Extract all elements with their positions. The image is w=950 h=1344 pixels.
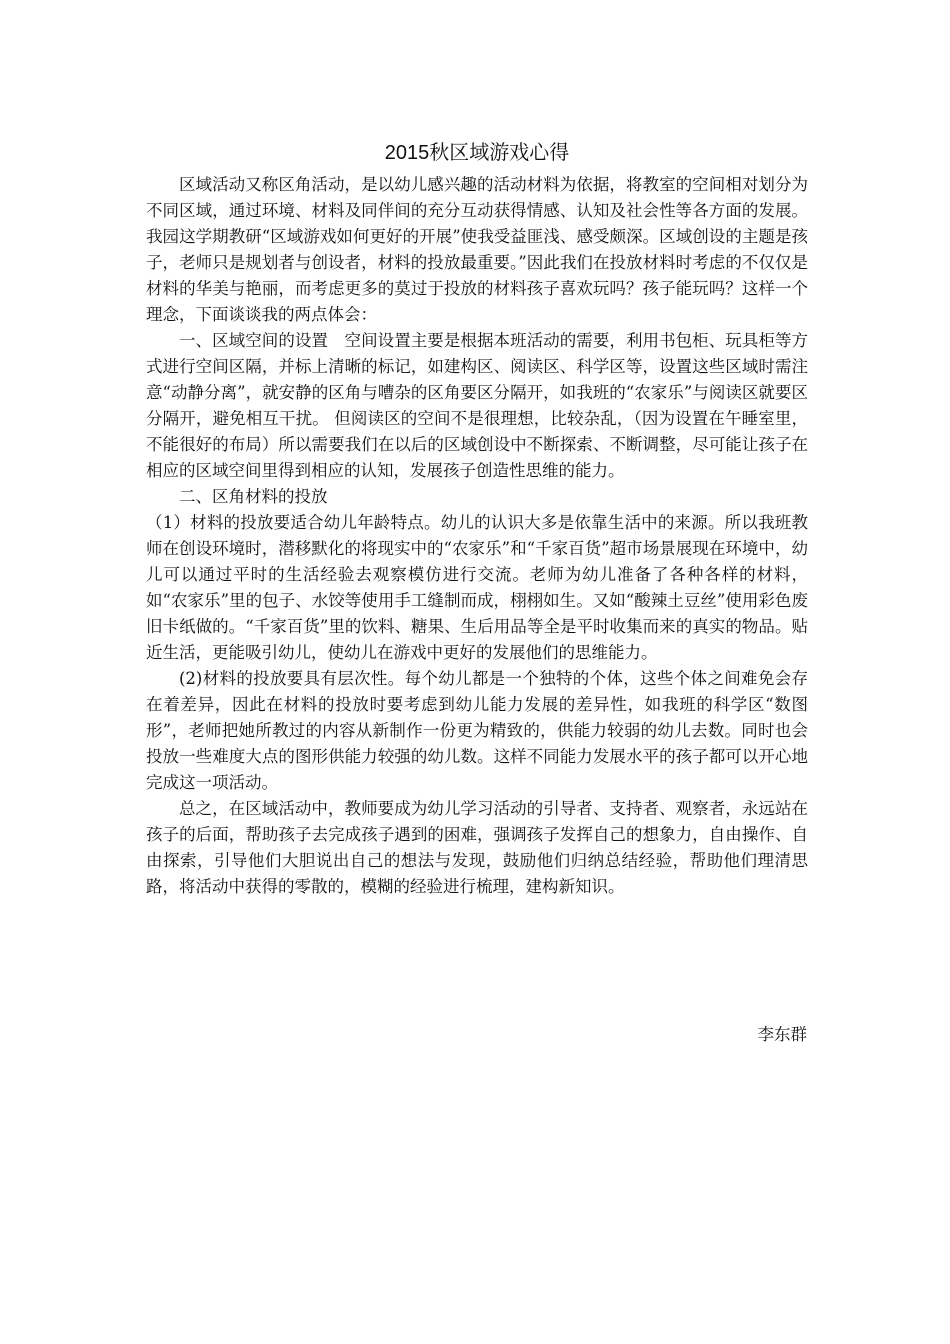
document-body [146, 138, 808, 900]
conclusion-paragraph: 总之，在区域活动中，教师要成为幼儿学习活动的引导者、支持者、观察者，永远站在孩子的后面，帮助孩子去完成孩子遇到的困难，强调孩子发挥自己的想象力，自由操作、自由探索，引导他们大胆说出自己的想法与发现，鼓励他们归纳总结经验，帮助他们理清思路，将活动中获得的零散的，模糊的经验进行梳理，建构新知识。 [146, 799, 808, 896]
intro-paragraph: 区域活动又称区角活动，是以幼儿感兴趣的活动材料为依据，将教室的空间相对划分为不同区域，通过环境、材料及同伴间的充分互动获得情感、认知及社会性等各方面的发展。 我园这学期教研“区域游戏如何更好的开展”使我受益匪浅、感受颇深。区域创设的主题是孩子，老师只是规划者与创设者，材料的投放最重要。”因此我们在投放材料时考虑的不仅仅是材料的华美与艳丽，而考虑更多的莫过于投放的材料孩子喜欢玩吗？孩子能玩吗？这样一个理念，下面谈谈我的两点体会： [146, 175, 808, 324]
point-two-paragraph: (2)材料的投放要具有层次性。每个幼儿都是一个独特的个体，这些个体之间难免会存在着差异，因此在材料的投放时要考虑到幼儿能力发展的差异性，如我班的科学区“数图形”，老师把她所教过的内容从新制作一份更为精致的，供能力较弱的幼儿去数。同时也会投放一些难度大点的图形供能力较强的幼儿数。这样不同能力发展水平的孩子都可以开心地完成这一项活动。 [146, 669, 808, 792]
section-two-heading: 二、区角材料的投放 [179, 487, 328, 506]
author-signature: 李东群 [757, 1025, 807, 1044]
document-title: 2015秋区域游戏心得 [384, 142, 570, 164]
section-one-paragraph: 一、区域空间的设置 空间设置主要是根据本班活动的需要，利用书包柜、玩具柜等方式进行空间区隔，并标上清晰的标记，如建构区、阅读区、科学区等，设置这些区域时需注意“动静分离”，就安静的区角与嘈杂的区角要区分隔开，如我班的“农家乐”与阅读区就要区分隔开，避免相互干扰。 但阅读区的空间不是很理想，比较杂乱，（因为设置在午睡室里，不能很好的布局）所以需要我们在以后的区域创设中不断探索、不断调整，尽可能让孩子在相应的区域空间里得到相应的认知，发展孩子创造性思维的能力。 [146, 331, 808, 480]
point-one-paragraph: （1）材料的投放要适合幼儿年龄特点。幼儿的认识大多是依靠生活中的来源。所以我班教师在创设环境时，潜移默化的将现实中的“农家乐”和“千家百货”超市场景展现在环境中，幼儿可以通过平时的生活经验去观察模仿进行交流。老师为幼儿准备了各种各样的材料，如“农家乐”里的包子、水饺等使用手工缝制而成，栩栩如生。又如“酸辣土豆丝”使用彩色废旧卡纸做的。“千家百货”里的饮料、糖果、生后用品等全是平时收集而来的真实的物品。贴近生活，更能吸引幼儿，使幼儿在游戏中更好的发展他们的思维能力。 [146, 513, 808, 662]
